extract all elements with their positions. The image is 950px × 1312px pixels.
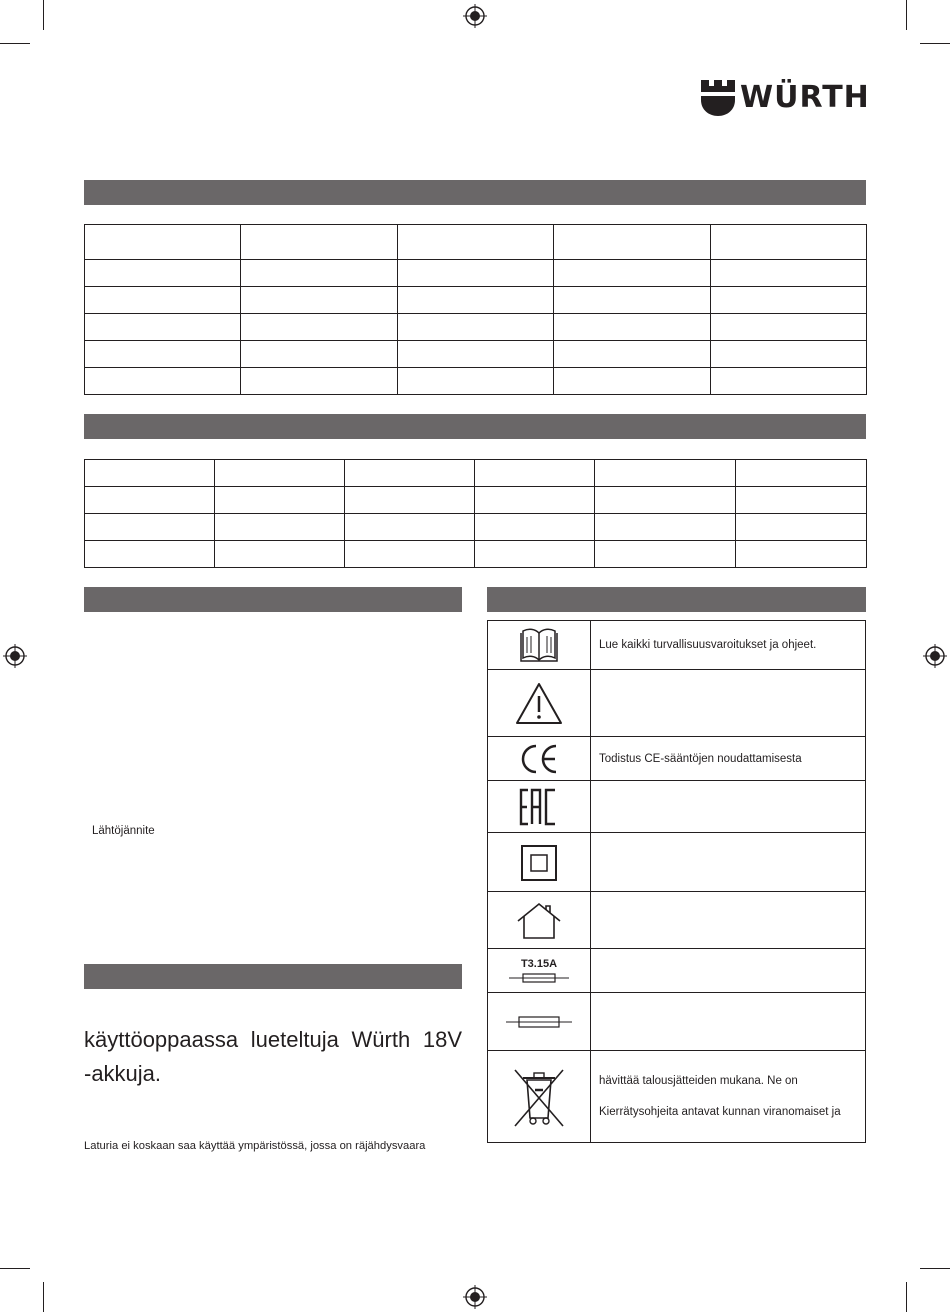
registration-mark-icon [463,4,487,28]
symbol-row [488,1050,865,1143]
table-row [85,487,867,514]
table-row [85,287,867,314]
symbol-text: Todistus CE-sääntöjen noudattamisesta [599,753,802,765]
symbol-row [488,621,865,669]
trim-mark [920,43,950,44]
batteries-text-line2: -akkuja. [84,1061,162,1086]
eac-mark-icon [519,788,559,826]
ce-mark-icon [518,742,560,776]
table-row [85,541,867,568]
manual-book-icon [517,625,561,665]
section-bar [487,587,866,612]
symbol-text: Lue kaikki turvallisuusvaroitukset ja ohjeet. [599,639,817,651]
symbol-row [488,992,865,1051]
symbol-row [488,669,865,737]
warning-triangle-icon [514,681,564,727]
trim-mark [43,0,44,30]
table-row [85,260,867,287]
symbol-row [488,736,865,781]
registration-mark-icon [463,1285,487,1309]
output-voltage-label: Lähtöjännite [92,825,155,837]
spec-table [84,224,867,395]
symbol-row [488,948,865,993]
trim-mark [906,1282,907,1312]
symbol-row [488,780,865,833]
symbol-row [488,832,865,892]
section-bar [84,587,462,612]
brand-wordmark: WÜRTH [740,80,870,115]
section-bar [84,414,866,439]
indoor-use-house-icon [516,902,562,940]
table-row [85,368,867,395]
symbols-table [487,620,866,1143]
trim-mark [906,0,907,30]
explosion-warning-text: Laturia ei koskaan saa käyttää ympäristössä, jossa on räjähdysvaara [84,1140,426,1152]
table-row [85,314,867,341]
table-row [85,460,867,487]
fuse-rating-icon [509,972,569,984]
battery-table [84,459,867,568]
crossed-bin-icon [511,1066,567,1128]
fuse-rating-label: T3.15A [520,958,558,970]
symbol-text: Kierrätysohjeita antavat kunnan viranomaiset ja [599,1106,841,1118]
symbol-text: hävittää talousjätteiden mukana. Ne on [599,1075,798,1087]
registration-mark-icon [3,644,27,668]
double-insulation-icon [520,844,558,882]
table-row [85,341,867,368]
trim-mark [43,1282,44,1312]
trim-mark [920,1268,950,1269]
batteries-text-line1: käyttöoppaassa lueteltuja Würth 18V [84,1027,462,1052]
section-bar [84,180,866,205]
section-bar [84,964,462,989]
table-row [85,514,867,541]
fuse-icon [506,1015,572,1029]
registration-mark-icon [923,644,947,668]
table-row [85,225,867,260]
trim-mark [0,43,30,44]
trim-mark [0,1268,30,1269]
wurth-logo-icon [701,80,735,116]
symbol-row [488,891,865,949]
